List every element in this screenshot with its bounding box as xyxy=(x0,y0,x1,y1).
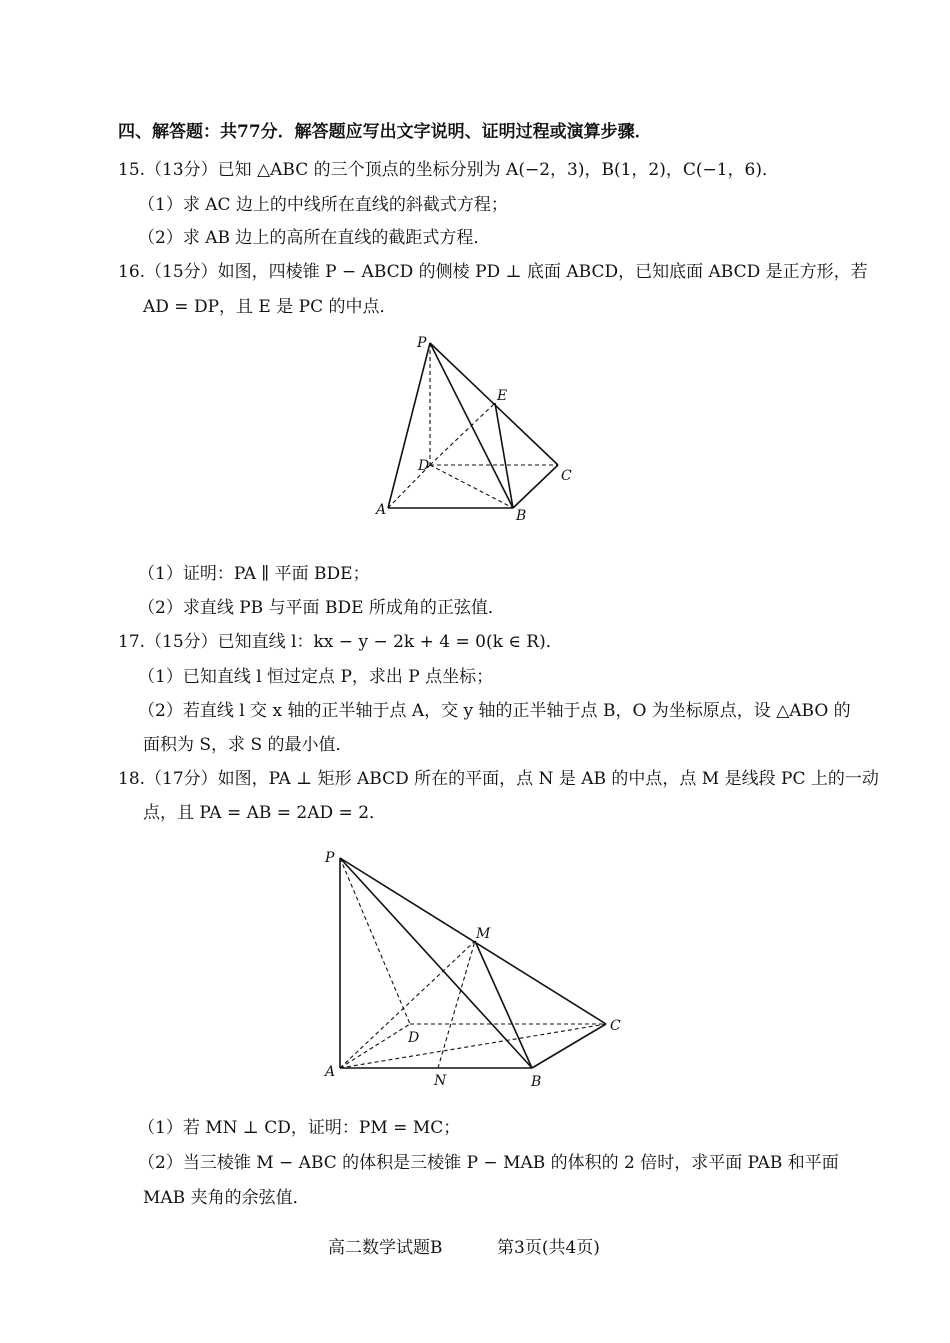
segment-DB xyxy=(430,465,513,508)
q18-label-B: B xyxy=(531,1074,542,1090)
q18-label-M: M xyxy=(476,926,491,942)
q18-label-P: P xyxy=(325,850,335,866)
edge-AD xyxy=(340,1024,410,1068)
footer-title: 高二数学试题B xyxy=(328,1238,443,1258)
q16-label-B: B xyxy=(516,508,527,524)
segment-AM xyxy=(340,941,475,1068)
q18-part2-line2: MAB 夹角的余弦值． xyxy=(143,1188,310,1208)
q16-label-P: P xyxy=(417,335,427,351)
q16-part1: （1）证明：PA ∥ 平面 BDE； xyxy=(138,564,370,584)
q17-part2-line1: （2）若直线 l 交 x 轴的正半轴于点 A，交 y 轴的正半轴于点 B，O 为坐标原点，设 △ABO 的 xyxy=(138,701,851,721)
q16-stem-line1: 16.（15分）如图，四棱锥 P − ABCD 的侧棱 PD ⊥ 底面 ABCD，已知底面 ABCD 是正方形，若 xyxy=(118,262,868,282)
q18-part2-line1: （2）当三棱锥 M − ABC 的体积是三棱锥 P − MAB 的体积的 2 倍时，求平面 PAB 和平面 xyxy=(138,1153,839,1173)
edge-PA xyxy=(388,343,430,508)
q15-part1: （1）求 AC 边上的中线所在直线的斜截式方程； xyxy=(138,195,508,215)
q16-label-D: D xyxy=(418,458,430,474)
edge-PB xyxy=(340,858,532,1068)
q16-label-C: C xyxy=(561,468,572,484)
q16-part2: （2）求直线 PB 与平面 BDE 所成角的正弦值． xyxy=(138,598,505,618)
q18-stem-line1: 18.（17分）如图，PA ⊥ 矩形 ABCD 所在的平面，点 N 是 AB 的中点，点 M 是线段 PC 上的一动 xyxy=(118,769,879,789)
q18-figure xyxy=(310,840,640,1095)
q18-label-N: N xyxy=(434,1073,447,1089)
q18-label-C: C xyxy=(610,1018,621,1034)
q16-stem-line2: AD = DP，且 E 是 PC 的中点． xyxy=(143,297,397,317)
q17-part2-line2: 面积为 S，求 S 的最小值． xyxy=(143,735,353,755)
q16-label-E: E xyxy=(497,388,508,404)
q17-stem: 17.（15分）已知直线 l：kx − y − 2k + 4 = 0(k ∈ R)． xyxy=(118,632,563,652)
q18-stem-line2: 点，且 PA = AB = 2AD = 2． xyxy=(143,803,387,823)
segment-NM xyxy=(438,941,475,1068)
q15-part2: （2）求 AB 边上的高所在直线的截距式方程． xyxy=(138,228,491,248)
q17-part1: （1）已知直线 l 恒过定点 P，求出 P 点坐标； xyxy=(138,667,494,687)
q16-label-A: A xyxy=(376,502,387,518)
edge-PC xyxy=(430,343,558,465)
edge-BC xyxy=(513,465,558,508)
segment-DE xyxy=(430,403,495,465)
q16-figure xyxy=(360,330,600,530)
q18-label-D: D xyxy=(408,1030,420,1046)
edge-PD xyxy=(340,858,410,1024)
edge-PC xyxy=(340,858,606,1024)
segment-AC xyxy=(340,1024,606,1068)
q15-stem: 15.（13分）已知 △ABC 的三个顶点的坐标分别为 A(−2，3)，B(1，2)，C(−1，6)． xyxy=(118,160,779,180)
section-header: 四、解答题：共77分．解答题应写出文字说明、证明过程或演算步骤． xyxy=(118,122,652,142)
q18-part1: （1）若 MN ⊥ CD，证明：PM = MC； xyxy=(138,1118,461,1138)
q18-label-A: A xyxy=(325,1064,336,1080)
footer-page-number: 第3页(共4页) xyxy=(497,1238,600,1258)
